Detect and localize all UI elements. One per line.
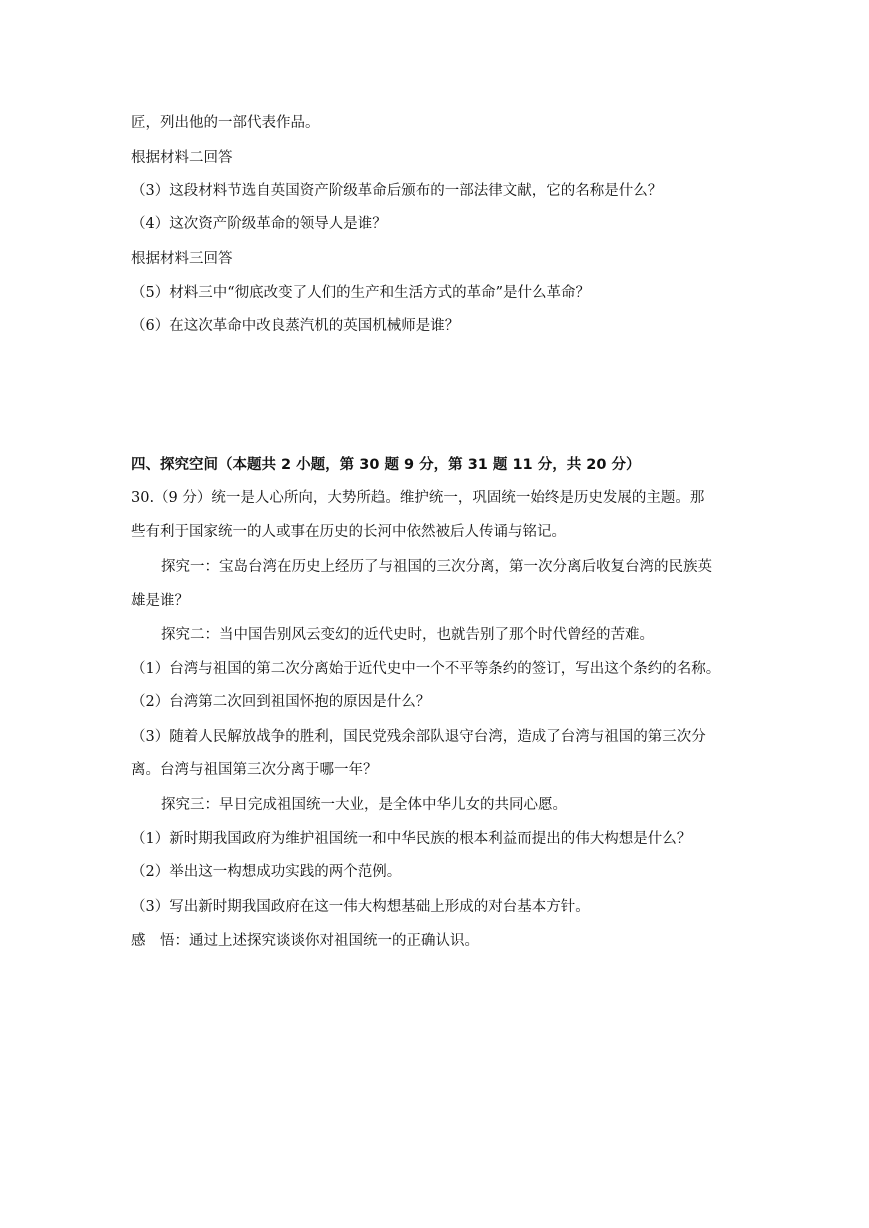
explore-1-line-1: 探究一：宝岛台湾在历史上经历了与祖国的三次分离，第一次分离后收复台湾的民族英 xyxy=(161,559,712,575)
text-line-continue: 匠，列出他的一部代表作品。 xyxy=(131,115,320,131)
explore-3-question-3: （3）写出新时期我国政府在这一伟大构想基础上形成的对台基本方针。 xyxy=(131,899,590,915)
heading-material-3: 根据材料三回答 xyxy=(131,251,233,267)
explore-2-question-2: （2）台湾第二次回到祖国怀抱的原因是什么？ xyxy=(131,694,431,710)
reflection-prompt: 感 悟：通过上述探究谈谈你对祖国统一的正确认识。 xyxy=(131,933,479,949)
question-3: （3）这段材料节选自英国资产阶级革命后颁布的一部法律文献，它的名称是什么？ xyxy=(131,183,663,199)
question-6: （6）在这次革命中改良蒸汽机的英国机械师是谁？ xyxy=(131,318,460,334)
explore-1-line-2: 雄是谁？ xyxy=(131,593,189,609)
explore-2-question-3-line-2: 离。台湾与祖国第三次分离于哪一年？ xyxy=(131,762,378,778)
explore-2-question-1: （1）台湾与祖国的第二次分离始于近代史中一个不平等条约的签订，写出这个条约的名称。 xyxy=(131,661,721,677)
section-4-title: 四、探究空间（本题共 2 小题，第 30 题 9 分，第 31 题 11 分，共 20 分） xyxy=(131,457,641,473)
explore-3-intro: 探究三：早日完成祖国统一大业，是全体中华儿女的共同心愿。 xyxy=(161,797,567,813)
question-30-line-1: 30.（9 分）统一是人心所向，大势所趋。维护统一，巩固统一始终是历史发展的主题。那 xyxy=(131,490,705,506)
explore-2-intro: 探究二：当中国告别风云变幻的近代史时，也就告别了那个时代曾经的苦难。 xyxy=(161,627,654,643)
question-4: （4）这次资产阶级革命的领导人是谁？ xyxy=(131,216,387,232)
explore-3-question-1: （1）新时期我国政府为维护祖国统一和中华民族的根本利益而提出的伟大构想是什么？ xyxy=(131,831,692,847)
explore-3-question-2: （2）举出这一构想成功实践的两个范例。 xyxy=(131,864,402,880)
heading-material-2: 根据材料二回答 xyxy=(131,150,233,166)
explore-2-question-3-line-1: （3）随着人民解放战争的胜利，国民党残余部队退守台湾，造成了台湾与祖国的第三次分 xyxy=(131,729,706,745)
question-5: （5）材料三中“彻底改变了人们的生产和生活方式的革命”是什么革命？ xyxy=(131,285,591,301)
question-30-line-2: 些有利于国家统一的人或事在历史的长河中依然被后人传诵与铭记。 xyxy=(131,524,566,540)
